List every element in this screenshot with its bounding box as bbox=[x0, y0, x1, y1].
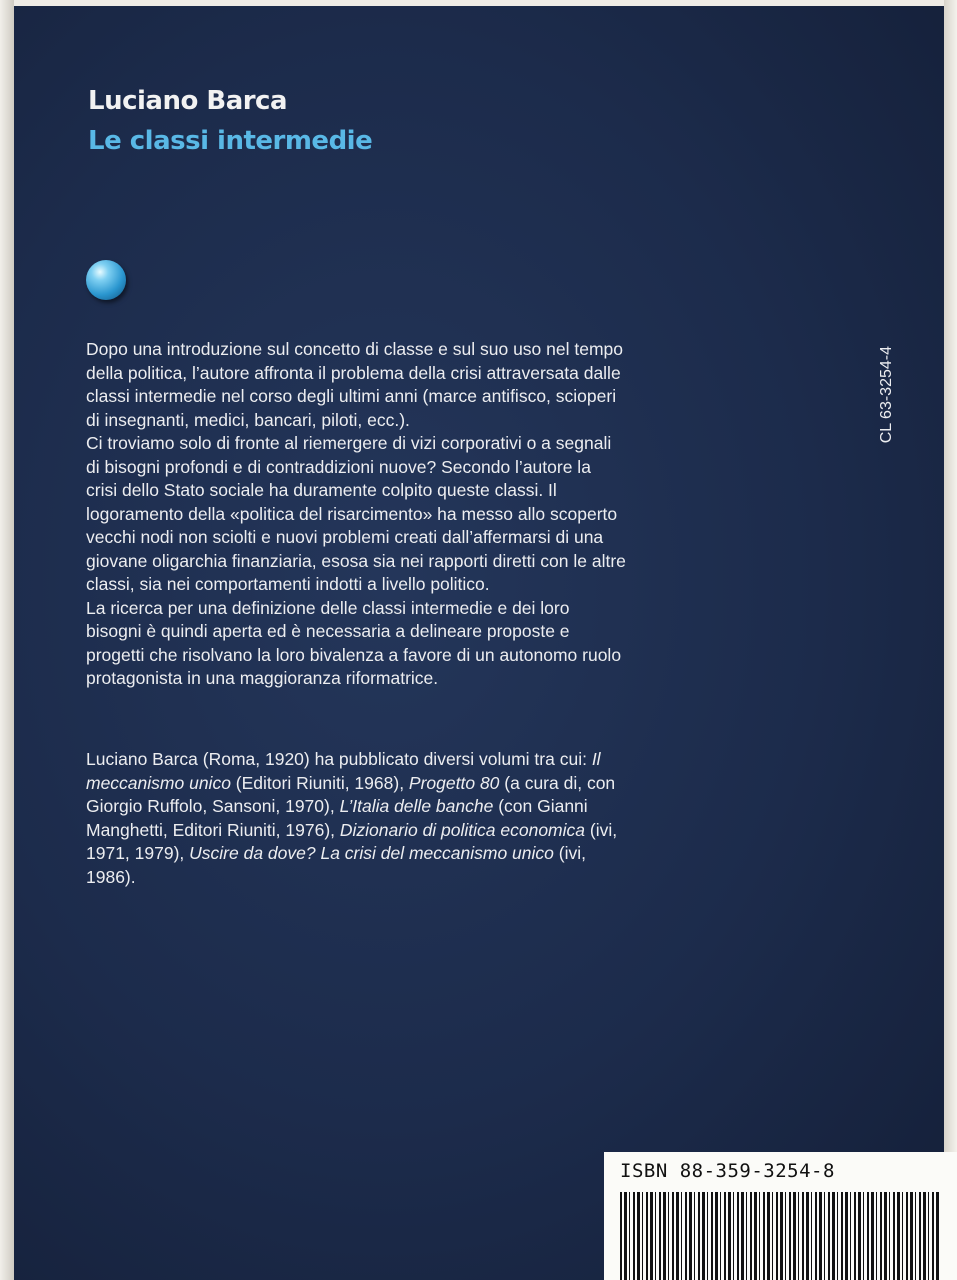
bio-book-title: Il meccanismo unico bbox=[86, 749, 601, 793]
book-back-cover bbox=[14, 6, 944, 1280]
author-bio bbox=[86, 748, 626, 889]
bio-text: (a cura di, con Giorgio Ruffolo, Sansoni, 1970), bbox=[86, 772, 616, 816]
sphere-emblem-icon bbox=[86, 260, 126, 300]
barcode bbox=[620, 1192, 940, 1280]
bio-book-title: Progetto 80 bbox=[408, 772, 500, 793]
catalog-code-text: CL 63-3254-4 bbox=[878, 346, 895, 444]
bio-text: (con Gianni Manghetti, Editori Riuniti, 1976), bbox=[86, 796, 588, 840]
book-title: Le classi intermedie bbox=[88, 126, 373, 156]
blurb-paragraph: Ci troviamo solo di fronte al riemergere di vizi corporativi o a segnali di bisogni profondi e di contraddizioni nuove? Secondo l’autore la crisi dello Stato sociale ha duramente colpito queste classi. Il logoramento della «politica del risarcimento» ha messo allo scoperto vecchi nodi non sciolti e nuovi problemi creati dall’affermarsi di una giovane oligarchia finanziaria, esosa sia nei rapporti diretti con le altre classi, sia nei comportamenti indotti a livello politico. bbox=[86, 433, 626, 594]
bio-book-title: L’Italia delle banche bbox=[339, 796, 494, 816]
page-edge-left bbox=[0, 0, 14, 1280]
blurb-text bbox=[86, 338, 626, 691]
bio-text: Luciano Barca (Roma, 1920) ha pubblicato diversi volumi tra cui: bbox=[86, 749, 592, 769]
bio-text: (Editori Riuniti, 1968), bbox=[230, 772, 409, 793]
page-edge-right bbox=[944, 0, 957, 1280]
bio-book-title: Dizionario di politica economica bbox=[339, 819, 586, 840]
isbn-number: ISBN 88-359-3254-8 bbox=[620, 1160, 835, 1182]
blurb-paragraph: La ricerca per una definizione delle classi intermedie e dei loro bisogni è quindi aperta ed è necessaria a delineare proposte e progetti che risolvano la loro bivalenza a favore di un autonomo ruolo protagonista in una maggioranza riformatrice. bbox=[86, 597, 622, 688]
bio-text: (ivi, 1971, 1979), bbox=[86, 819, 618, 863]
blurb-paragraph: Dopo una introduzione sul concetto di classe e sul suo uso nel tempo della politica, l’autore affronta il problema della crisi attraversata dalle classi intermedie nel corso degli ultimi anni (marce antifisco, scioperi di insegnanti, medici, bancari, piloti, ecc.). bbox=[86, 339, 623, 430]
bio-book-title: Uscire da dove? La crisi del meccanismo unico bbox=[189, 843, 554, 863]
isbn-label bbox=[604, 1152, 957, 1280]
bio-text: (ivi, 1986). bbox=[86, 843, 586, 887]
author-name: Luciano Barca bbox=[88, 86, 288, 116]
